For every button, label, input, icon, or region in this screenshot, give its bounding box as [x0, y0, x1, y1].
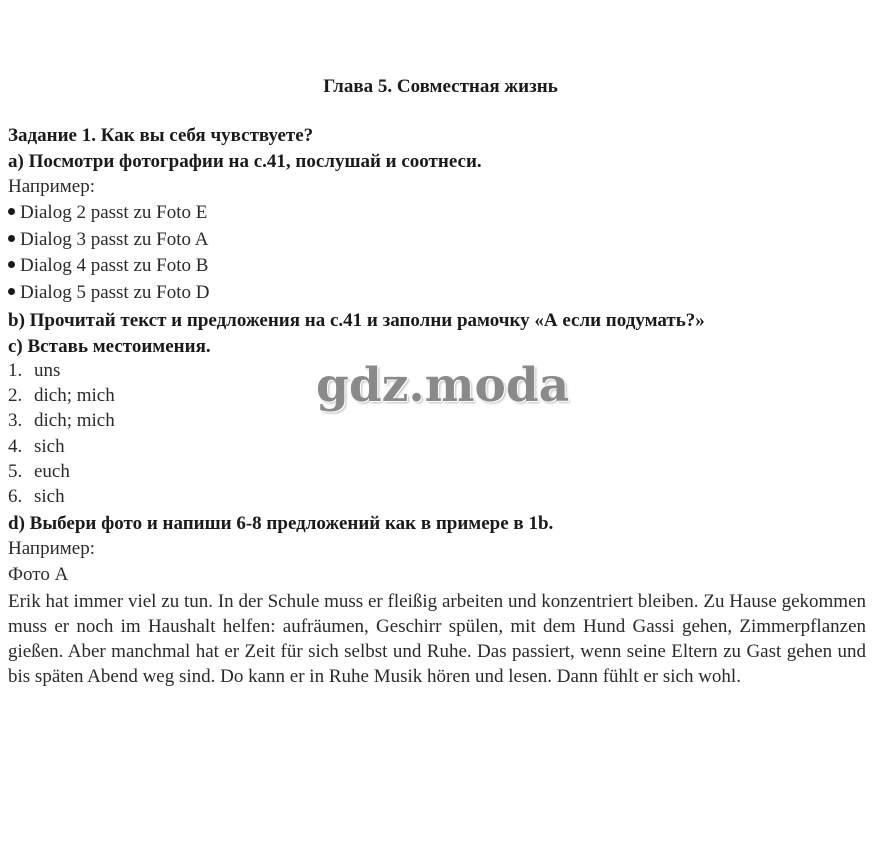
item-number: 4.: [8, 436, 23, 457]
part-c-heading: c) Вставь местоимения.: [8, 336, 211, 357]
answer-paragraph: Erik hat immer viel zu tun. In der Schule muss er fleißig arbeiten und konzentriert bleiben. Zu Hause gekommen muss er noch im Haushalt helfen: aufräumen, Geschirr spülen, mit dem Hund Gassi gehen, Zimmerpflanzen gießen. Aber manchmal hat er Zeit für sich selbst und Ruhe. Das passiert, wenn seine Eltern zu Gast gehen und bis späten Abend weg sind. Do kann er in Ruhe Musik hören und lesen. Dann fühlt er sich wohl.: [8, 591, 866, 687]
part-b-heading: b) Прочитай текст и предложения на с.41 и заполни рамочку «А если подумать?»: [8, 310, 705, 331]
item-text: dich; mich: [34, 385, 115, 406]
list-item-text: Dialog 4 passt zu Foto B: [20, 255, 209, 276]
item-number: 1.: [8, 360, 23, 381]
list-item: [8, 254, 208, 278]
part-a-heading: a) Посмотри фотографии на с.41, послушай и соотнеси.: [8, 151, 482, 172]
numbered-item: [8, 460, 70, 484]
item-number: 3.: [8, 410, 23, 431]
chapter-title: Глава 5. Совместная жизнь: [323, 76, 558, 97]
bullet-icon: [8, 208, 15, 215]
list-item-text: Dialog 3 passt zu Foto A: [20, 229, 209, 250]
item-number: 2.: [8, 385, 23, 406]
item-text: euch: [34, 461, 70, 482]
item-text: sich: [34, 486, 65, 507]
item-text: uns: [34, 360, 61, 381]
list-item: [8, 281, 209, 305]
numbered-item: [8, 384, 115, 408]
watermark-logo: gdz.moda: [316, 358, 570, 413]
list-item: [8, 228, 208, 252]
list-item: [8, 201, 207, 225]
bullet-icon: [8, 261, 15, 268]
bullet-icon: [8, 288, 15, 295]
numbered-item: [8, 485, 65, 509]
part-d-example-label: Например:: [8, 538, 95, 559]
item-number: 6.: [8, 486, 23, 507]
item-text: dich; mich: [34, 410, 115, 431]
numbered-item: [8, 435, 65, 459]
item-number: 5.: [8, 461, 23, 482]
part-d-heading: d) Выбери фото и напиши 6-8 предложений как в примере в 1b.: [8, 513, 554, 534]
task-heading: Задание 1. Как вы себя чувствуете?: [8, 125, 314, 146]
photo-label: Фото А: [8, 564, 69, 585]
numbered-item: [8, 409, 115, 433]
list-item-text: Dialog 2 passt zu Foto E: [20, 202, 208, 223]
part-a-example-label: Например:: [8, 176, 95, 197]
item-text: sich: [34, 436, 65, 457]
bullet-icon: [8, 235, 15, 242]
numbered-item: [8, 359, 60, 383]
list-item-text: Dialog 5 passt zu Foto D: [20, 282, 210, 303]
